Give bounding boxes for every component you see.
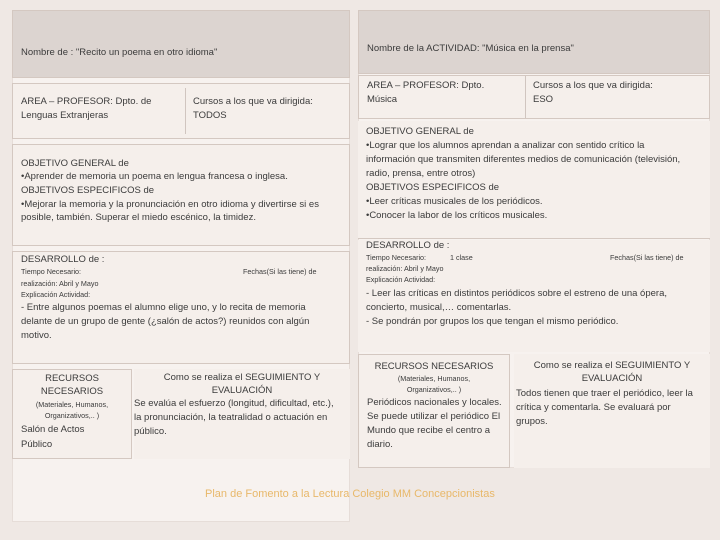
footer-caption: Plan de Fomento a la Lectura Colegio MM Concepcionistas [205, 488, 495, 500]
left-desarrollo-box [12, 251, 350, 364]
right-seguimiento-body-line3: grupos. [516, 416, 548, 427]
left-recursos-title-line1: RECURSOS [45, 373, 99, 384]
left-desarrollo-title: DESARROLLO de : [21, 254, 105, 265]
right-desarrollo-body-line2: concierto, musical,… comentarlas. [366, 302, 512, 313]
right-tiempo-label: Tiempo Necesario: [366, 253, 427, 262]
right-recursos-box [358, 354, 510, 468]
left-recursos-body-line1: Salón de Actos [21, 424, 85, 435]
left-title-box [12, 10, 350, 78]
right-seguimiento-title-line1: Como se realiza el SEGUIMIENTO Y [533, 360, 691, 371]
left-seguimiento-box [134, 369, 350, 459]
left-recursos-body-line2: Público [21, 439, 53, 450]
left-explicacion-label: Explicación Actividad: [21, 290, 91, 299]
right-seguimiento-box [514, 354, 710, 468]
left-desarrollo-body-line1: - Entre algunos poemas el alumno elige uno, y lo recita de memoria [21, 302, 306, 313]
left-area-line2: Lenguas Extranjeras [21, 110, 109, 121]
right-objetivos-box [358, 121, 710, 239]
right-desarrollo-title: DESARROLLO de : [366, 240, 450, 251]
left-seguimiento-body-line1: Se evalúa el esfuerzo (longitud, dificultad, etc.), [134, 398, 334, 409]
right-obj-general-item-line3: radio, prensa, entre otros) [366, 168, 476, 179]
right-obj-general-item-line1: •Lograr que los alumnos aprendan a analizar con sentido crítico la [366, 140, 645, 151]
right-explicacion-label: Explicación Actividad: [366, 275, 436, 284]
right-recursos-title: RECURSOS NECESARIOS [374, 361, 494, 372]
left-obj-general-item: •Aprender de memoria un poema en lengua francesa o inglesa. [21, 171, 288, 182]
left-desarrollo-body-line2: delante de un grupo de gente (¿salón de actos?) reunidos con algún [21, 316, 310, 327]
right-desarrollo-body-line1: - Leer las críticas en distintos periódicos sobre el estreno de una ópera, [366, 288, 667, 299]
right-obj-especificos-heading: OBJETIVOS ESPECIFICOS de [366, 182, 500, 193]
left-seguimiento-body-line2: la pronunciación, la teatralidad o actuación en [134, 412, 328, 423]
left-realizacion-label: realización: Abril y Mayo [21, 279, 99, 288]
right-desarrollo-box [358, 240, 710, 352]
right-recursos-body-line3: Mundo que recibe el centro a [367, 425, 491, 436]
left-desarrollo-body-line3: motivo. [21, 330, 52, 341]
left-obj-especificos-item-line2: posible, también. Superar el miedo escénico, la timidez. [21, 212, 256, 223]
left-obj-especificos-heading: OBJETIVOS ESPECIFICOS de [21, 185, 155, 196]
right-seguimiento-body-line2: crítica y comentarla. Se evaluará por [516, 402, 671, 413]
left-objetivos-box [12, 144, 350, 246]
right-seguimiento-body-line1: Todos tienen que traer el periódico, leer la [516, 388, 693, 399]
left-area-cursos-box [12, 83, 350, 139]
right-fechas-label: Fechas(Si las tiene) de [610, 253, 684, 262]
right-desarrollo-body-line3: - Se pondrán por grupos los que tengan el mismo periódico. [366, 316, 619, 327]
left-cursos-line1: Cursos a los que va dirigida: [193, 96, 313, 107]
right-cursos-line2: ESO [533, 94, 554, 105]
right-obj-general-heading: OBJETIVO GENERAL de [366, 126, 474, 137]
right-recursos-body-line4: diario. [367, 439, 393, 450]
right-area-divider [525, 76, 526, 118]
right-activity-panel [358, 10, 710, 468]
left-seguimiento-body-line3: público. [134, 426, 167, 437]
left-area-line1: AREA – PROFESOR: Dpto. de [21, 96, 152, 107]
left-seguimiento-title-line1: Como se realiza el SEGUIMIENTO Y [163, 372, 321, 383]
left-recursos-box [12, 369, 132, 459]
right-area-line2: Música [367, 94, 398, 105]
left-activity-panel [12, 10, 350, 522]
right-realizacion-label: realización: Abril y Mayo [366, 264, 444, 273]
right-title-box [358, 10, 710, 74]
left-tiempo-label: Tiempo Necesario: [21, 267, 82, 276]
right-recursos-sub-line2: Organizativos,.. ) [406, 385, 462, 394]
left-obj-general-heading: OBJETIVO GENERAL de [21, 158, 129, 169]
left-cursos-line2: TODOS [193, 110, 227, 121]
right-obj-especificos-item1: •Leer críticas musicales de los periódicos. [366, 196, 543, 207]
left-area-divider [185, 88, 186, 134]
right-tiempo-value: 1 clase [450, 253, 473, 262]
right-cursos-line1: Cursos a los que va dirigida: [533, 80, 653, 91]
right-recursos-sub-line1: (Materiales, Humanos, [397, 374, 471, 383]
right-area-line1: AREA – PROFESOR: Dpto. [367, 80, 485, 91]
left-obj-especificos-item-line1: •Mejorar la memoria y la pronunciación en otro idioma y divertirse si es [21, 199, 319, 210]
left-recursos-sub-line2: Organizativos,.. ) [44, 411, 100, 420]
left-recursos-title-line2: NECESARIOS [40, 386, 104, 397]
left-seguimiento-title-line2: EVALUACIÓN [211, 385, 273, 396]
right-recursos-body-line2: Se puede utilizar el periódico El [367, 411, 501, 422]
right-activity-title: Nombre de la ACTIVIDAD: "Música en la prensa" [367, 43, 574, 54]
right-recursos-body-line1: Periódicos nacionales y locales. [367, 397, 502, 408]
right-obj-general-item-line2: información que transmiten diferentes medios de comunicación (televisión, [366, 154, 681, 165]
right-area-cursos-box [358, 75, 710, 119]
left-recursos-sub-line1: (Materiales, Humanos, [35, 400, 109, 409]
left-activity-title: Nombre de : "Recito un poema en otro idioma" [21, 47, 218, 58]
right-obj-especificos-item2: •Conocer la labor de los críticos musicales. [366, 210, 548, 221]
left-fechas-label: Fechas(Si las tiene) de [243, 267, 317, 276]
right-seguimiento-title-line2: EVALUACIÓN [581, 373, 643, 384]
